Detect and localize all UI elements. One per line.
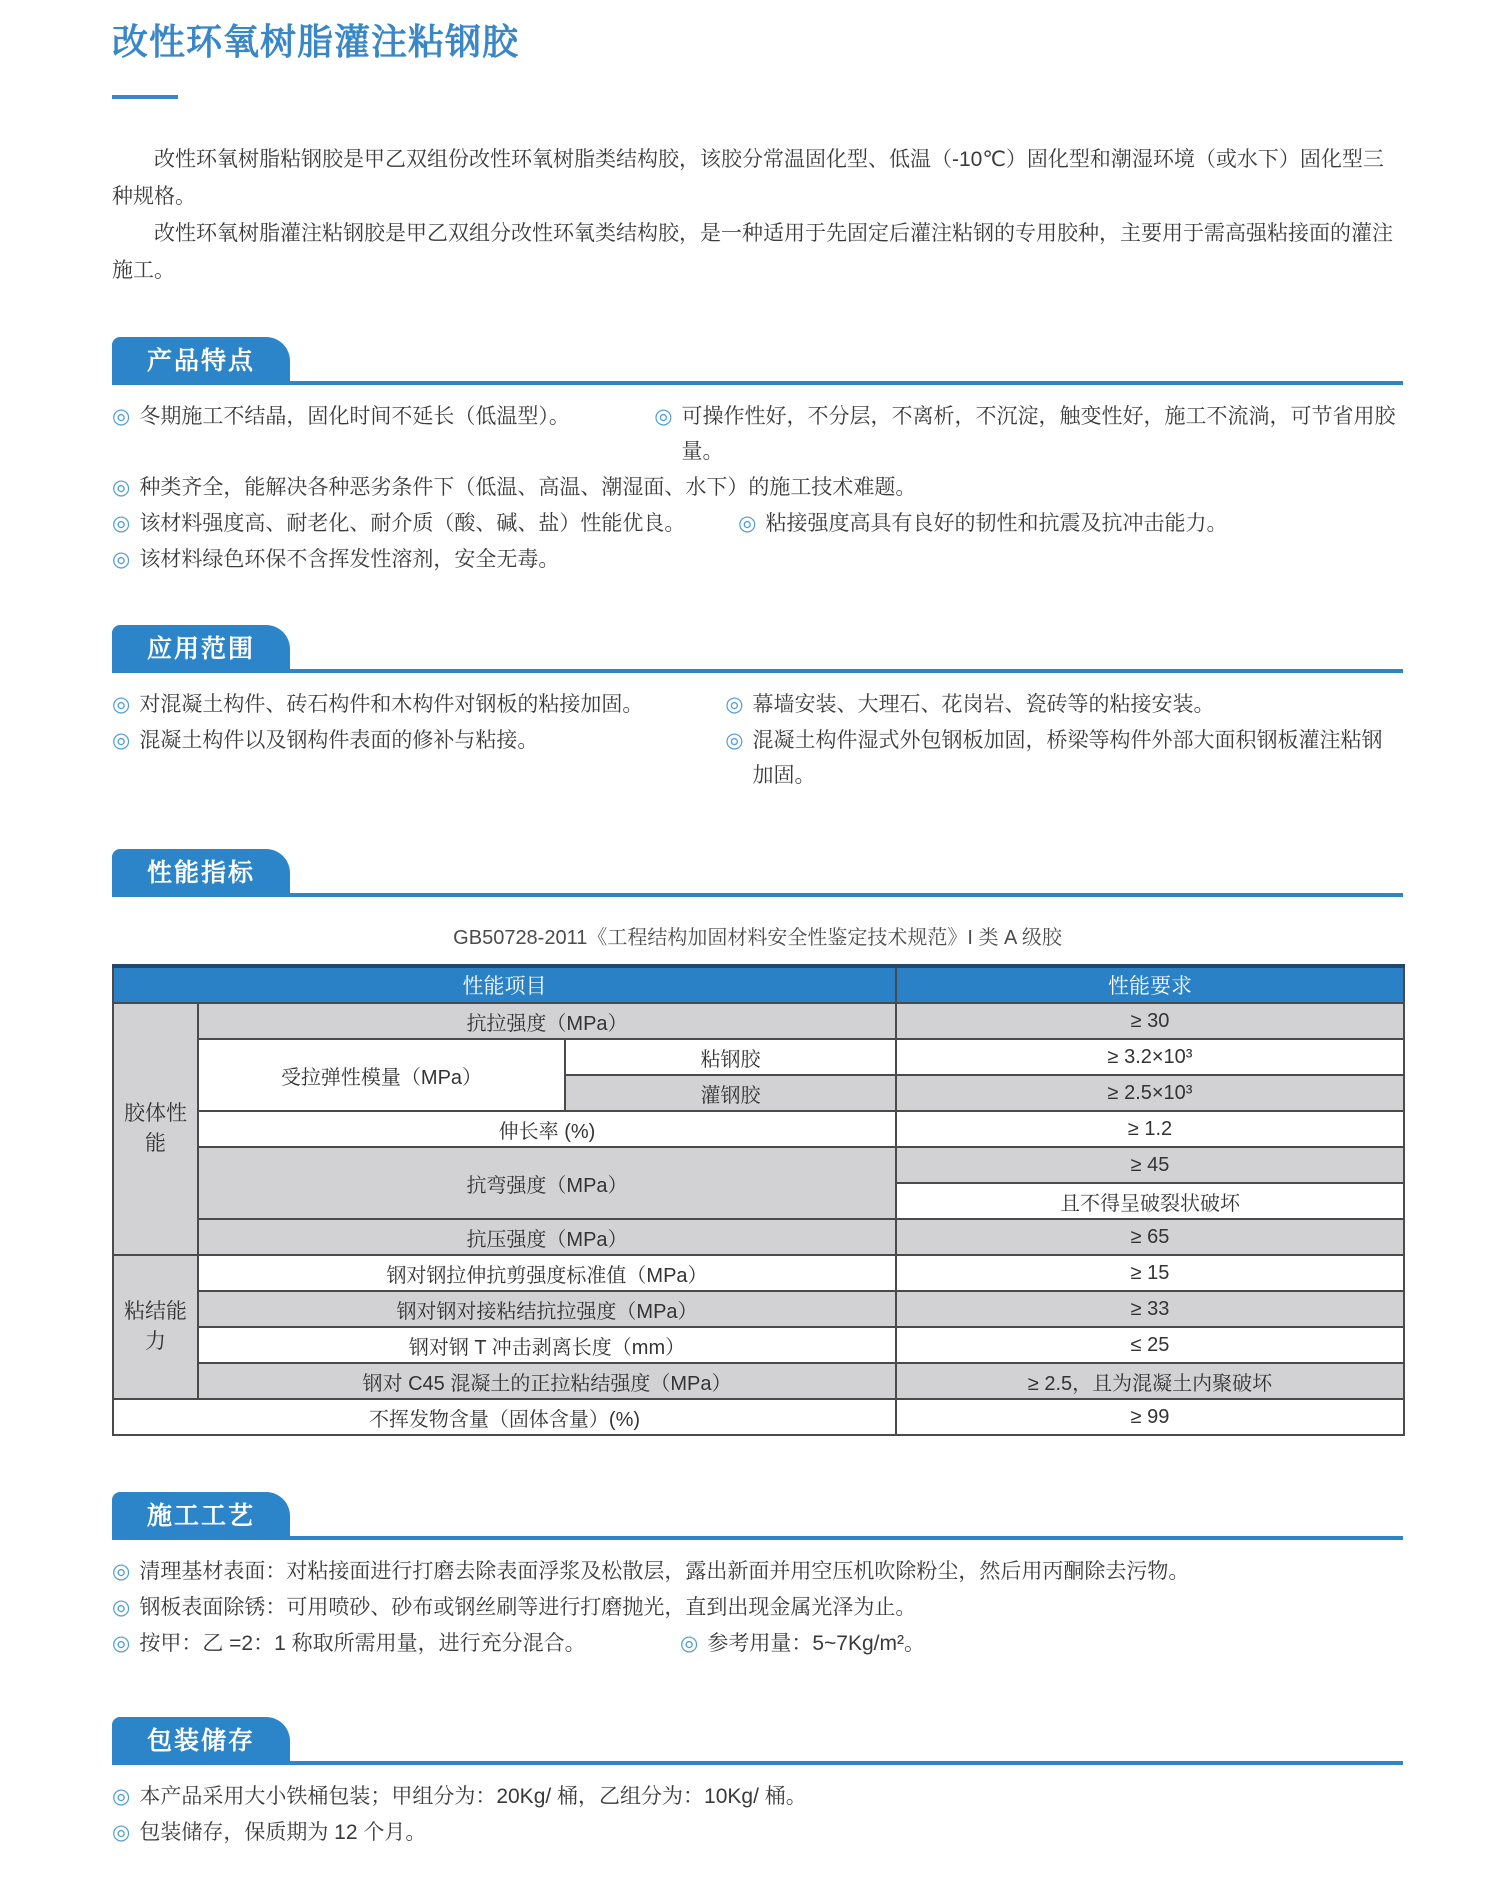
bullet-text: 包装储存，保质期为 12 个月。 [139, 1821, 427, 1844]
performance-table [112, 964, 1405, 1436]
applications-section [112, 625, 1403, 793]
bullet-item [738, 506, 1403, 541]
table-row [113, 1219, 1404, 1255]
value-cell: ≥ 2.5×10³ [896, 1075, 1404, 1111]
bullet-item [112, 1815, 1403, 1850]
features-row-4 [112, 542, 1403, 577]
packaging-section [112, 1717, 1403, 1850]
bullet-item [725, 723, 1403, 793]
performance-section-header [112, 849, 1403, 897]
value-cell: ≥ 1.2 [896, 1111, 1404, 1147]
packaging-row-1 [112, 1779, 1403, 1814]
table-row [113, 1111, 1404, 1147]
circle-bullet-icon: ◎ [112, 729, 131, 752]
circle-bullet-icon: ◎ [725, 729, 744, 752]
packaging-section-title: 包装储存 [146, 1727, 255, 1755]
features-row-1 [112, 399, 1403, 469]
bullet-text: 冬期施工不结晶，固化时间不延长（低温型）。 [139, 405, 570, 428]
bullet-text: 混凝土构件以及钢构件表面的修补与粘接。 [139, 729, 539, 752]
bullet-item [112, 723, 725, 793]
bullet-item [112, 1554, 1403, 1589]
packaging-section-tab [112, 1717, 290, 1761]
bullet-text: 清理基材表面：对粘接面进行打磨去除表面浮浆及松散层，露出新面并用空压机吹除粉尘，然后用丙酮除去污物。 [139, 1560, 1190, 1583]
value-cell: ≥ 30 [896, 1003, 1404, 1039]
bullet-item [112, 687, 725, 722]
bullet-text: 本产品采用大小铁桶包装；甲组分为：20Kg/ 桶，乙组分为：10Kg/ 桶。 [139, 1785, 807, 1808]
process-section-tab [112, 1492, 290, 1536]
applications-section-title: 应用范围 [146, 635, 255, 663]
property-cell: 抗拉强度（MPa） [198, 1003, 896, 1039]
circle-bullet-icon: ◎ [112, 1632, 131, 1655]
features-bullet-list [112, 399, 1403, 577]
packaging-bullet-list [112, 1779, 1403, 1850]
value-cell: ≥ 65 [896, 1219, 1404, 1255]
value-cell: ≥ 99 [896, 1399, 1404, 1435]
property-cell: 伸长率 (%) [198, 1111, 896, 1147]
table-caption: GB50728-2011《工程结构加固材料安全性鉴定技术规范》I 类 A 级胶 [453, 927, 1062, 949]
bullet-text: 幕墙安装、大理石、花岗岩、瓷砖等的粘接安装。 [752, 693, 1215, 716]
header-cell-item: 性能项目 [113, 966, 896, 1003]
features-section-title: 产品特点 [146, 347, 255, 375]
applications-bullet-list [112, 687, 1403, 793]
intro-paragraph-1: 改性环氧树脂粘钢胶是甲乙双组份改性环氧树脂类结构胶，该胶分常温固化型、低温（-10℃）固化型和潮湿环境（或水下）固化型三种规格。 [112, 148, 1384, 208]
bullet-text: 对混凝土构件、砖石构件和木构件对钢板的粘接加固。 [139, 693, 644, 716]
page-title: 改性环氧树脂灌注粘钢胶 [112, 21, 520, 62]
property-cell: 抗弯强度（MPa） [198, 1147, 896, 1219]
bullet-item [680, 1626, 1403, 1661]
bullet-text: 该材料绿色环保不含挥发性溶剂，安全无毒。 [139, 548, 560, 571]
value-cell: ≥ 2.5，且为混凝土内聚破坏 [896, 1363, 1404, 1399]
value-cell: ≤ 25 [896, 1327, 1404, 1363]
property-cell: 不挥发物含量（固体含量）(%) [113, 1399, 896, 1435]
title-underline [112, 95, 178, 99]
bullet-item [112, 506, 738, 541]
process-section-header [112, 1492, 1403, 1540]
circle-bullet-icon: ◎ [738, 512, 757, 535]
circle-bullet-icon: ◎ [112, 1596, 131, 1619]
features-section-tab [112, 337, 290, 381]
applications-section-tab [112, 625, 290, 669]
bullet-item [112, 1626, 680, 1661]
table-header-row [113, 966, 1404, 1003]
table-row [113, 1363, 1404, 1399]
table-row [113, 1255, 1404, 1291]
process-row-2 [112, 1590, 1403, 1625]
performance-section-tab [112, 849, 290, 893]
bullet-text: 可操作性好，不分层，不离析，不沉淀，触变性好，施工不流淌，可节省用胶量。 [681, 405, 1396, 463]
bullet-item [112, 399, 654, 469]
bullet-text: 钢板表面除锈：可用喷砂、砂布或钢丝刷等进行打磨抛光，直到出现金属光泽为止。 [139, 1596, 917, 1619]
features-row-2 [112, 470, 1403, 505]
sub-property-cell: 粘钢胶 [565, 1039, 896, 1075]
bullet-item [112, 542, 1403, 577]
value-cell: ≥ 45 [896, 1147, 1404, 1183]
bullet-item [112, 1590, 1403, 1625]
bullet-text: 粘接强度高具有良好的韧性和抗震及抗冲击能力。 [765, 512, 1228, 535]
bullet-item [112, 470, 1403, 505]
process-row-1 [112, 1554, 1403, 1589]
applications-row-2 [112, 723, 1403, 793]
property-cell: 钢对钢 T 冲击剥离长度（mm） [198, 1327, 896, 1363]
features-row-3 [112, 506, 1403, 541]
process-section [112, 1492, 1403, 1661]
bullet-text: 混凝土构件湿式外包钢板加固，桥梁等构件外部大面积钢板灌注粘钢加固。 [752, 729, 1383, 787]
group-cell-bonding: 粘结能力 [113, 1255, 198, 1399]
bullet-text: 该材料强度高、耐老化、耐介质（酸、碱、盐）性能优良。 [139, 512, 686, 535]
bullet-item [654, 399, 1403, 469]
circle-bullet-icon: ◎ [112, 512, 131, 535]
table-row [113, 1039, 1404, 1075]
applications-section-header [112, 625, 1403, 673]
process-bullet-list [112, 1554, 1403, 1661]
process-row-3 [112, 1626, 1403, 1661]
table-row [113, 1291, 1404, 1327]
value-cell: 且不得呈破裂状破坏 [896, 1183, 1404, 1219]
process-section-title: 施工工艺 [146, 1502, 255, 1530]
property-cell: 钢对 C45 混凝土的正拉粘结强度（MPa） [198, 1363, 896, 1399]
property-cell: 抗压强度（MPa） [198, 1219, 896, 1255]
intro-block [112, 141, 1403, 289]
table-row [113, 1327, 1404, 1363]
property-cell: 钢对钢拉伸抗剪强度标准值（MPa） [198, 1255, 896, 1291]
bullet-text: 参考用量：5~7Kg/m²。 [707, 1632, 925, 1655]
table-row [113, 1399, 1404, 1435]
property-cell: 受拉弹性模量（MPa） [198, 1039, 565, 1111]
table-row [113, 1147, 1404, 1183]
value-cell: ≥ 33 [896, 1291, 1404, 1327]
header-cell-requirement: 性能要求 [896, 966, 1404, 1003]
circle-bullet-icon: ◎ [112, 693, 131, 716]
packaging-row-2 [112, 1815, 1403, 1850]
bullet-text: 按甲：乙 =2：1 称取所需用量，进行充分混合。 [139, 1632, 586, 1655]
bullet-text: 种类齐全，能解决各种恶劣条件下（低温、高温、潮湿面、水下）的施工技术难题。 [139, 476, 917, 499]
features-section-header [112, 337, 1403, 385]
circle-bullet-icon: ◎ [112, 1821, 131, 1844]
features-section [112, 337, 1403, 577]
circle-bullet-icon: ◎ [112, 1785, 131, 1808]
intro-paragraph-2: 改性环氧树脂灌注粘钢胶是甲乙双组分改性环氧类结构胶，是一种适用于先固定后灌注粘钢的专用胶种，主要用于需高强粘接面的灌注施工。 [112, 222, 1393, 282]
packaging-section-header [112, 1717, 1403, 1765]
circle-bullet-icon: ◎ [112, 548, 131, 571]
performance-section [112, 849, 1403, 1436]
property-cell: 钢对钢对接粘结抗拉强度（MPa） [198, 1291, 896, 1327]
sub-property-cell: 灌钢胶 [565, 1075, 896, 1111]
bullet-item [725, 687, 1403, 722]
performance-section-title: 性能指标 [146, 859, 255, 887]
circle-bullet-icon: ◎ [680, 1632, 699, 1655]
circle-bullet-icon: ◎ [725, 693, 744, 716]
applications-row-1 [112, 687, 1403, 722]
circle-bullet-icon: ◎ [112, 476, 131, 499]
group-cell-body: 胶体性能 [113, 1003, 198, 1255]
value-cell: ≥ 3.2×10³ [896, 1039, 1404, 1075]
table-row [113, 1003, 1404, 1039]
value-cell: ≥ 15 [896, 1255, 1404, 1291]
circle-bullet-icon: ◎ [112, 1560, 131, 1583]
circle-bullet-icon: ◎ [112, 405, 131, 428]
bullet-item [112, 1779, 1403, 1814]
circle-bullet-icon: ◎ [654, 405, 673, 428]
